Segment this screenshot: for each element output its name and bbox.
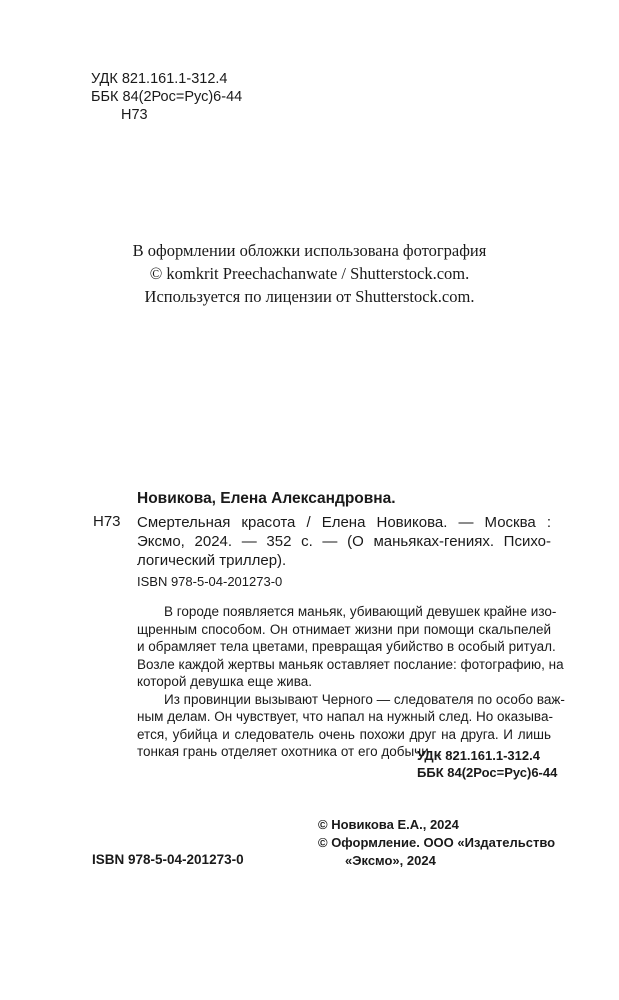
annotation-line: В городе появляется маньяк, убивающий девушек крайне изо- [164,604,557,619]
bbk-code: ББК 84(2Рос=Рус)6-44 [417,765,558,780]
annotation-line: Возле каждой жертвы маньяк оставляет послание: фотографию, на [137,656,564,672]
top-author-mark: Н73 [121,107,148,123]
annotation-line: щренным способом. Он отнимает жизни при помощи скальпелей [137,621,551,637]
cover-credit-line-2: © komkrit Preechachanwate / Shutterstock.com. [149,264,470,283]
copyright-author: © Новикова Е.А., 2024 [318,817,459,832]
bib-description [137,513,551,570]
top-udk-code: УДК 821.161.1-312.4 [91,71,228,87]
annotation-line: тонкая грань отделяет охотника от его добычи… [137,744,443,759]
bib-line: Смертельная красота / Елена Новикова. — Москва : [137,514,551,531]
isbn-inline: ISBN 978-5-04-201273-0 [137,574,283,589]
author-heading: Новикова, Елена Александровна. [137,490,396,507]
annotation-line: которой девушка еще жива. [137,674,312,689]
copyright-design: © Оформление. ООО «Издательство [318,835,556,850]
annotation-line: и обрамляет тела цветами, превращая убийство в особый ритуал. [137,639,556,654]
bib-author-mark: Н73 [93,513,121,530]
bib-line: Эксмо, 2024. — 352 с. — (О маньяках-гениях. Психо- [137,533,551,550]
annotation [137,603,565,761]
bib-line: логический триллер). [137,552,287,569]
udk-code: УДК 821.161.1-312.4 [417,748,540,763]
annotation-line: Из провинции вызывают Черного — следователя по особо важ- [164,691,565,707]
cover-credit-line-1: В оформлении обложки использована фотография [132,241,487,260]
annotation-line: ется, убийца и следователь очень похожи друг на друга. И лишь [137,726,551,742]
isbn-bottom: ISBN 978-5-04-201273-0 [92,852,244,867]
annotation-line: ным делам. Он чувствует, что напал на нужный след. Но оказыва- [137,709,553,724]
cover-credit-line-3: Используется по лицензии от Shutterstock.com. [144,287,475,306]
copyright-design-cont: «Эксмо», 2024 [345,853,436,868]
top-bbk-code: ББК 84(2Рос=Рус)6-44 [91,89,243,105]
